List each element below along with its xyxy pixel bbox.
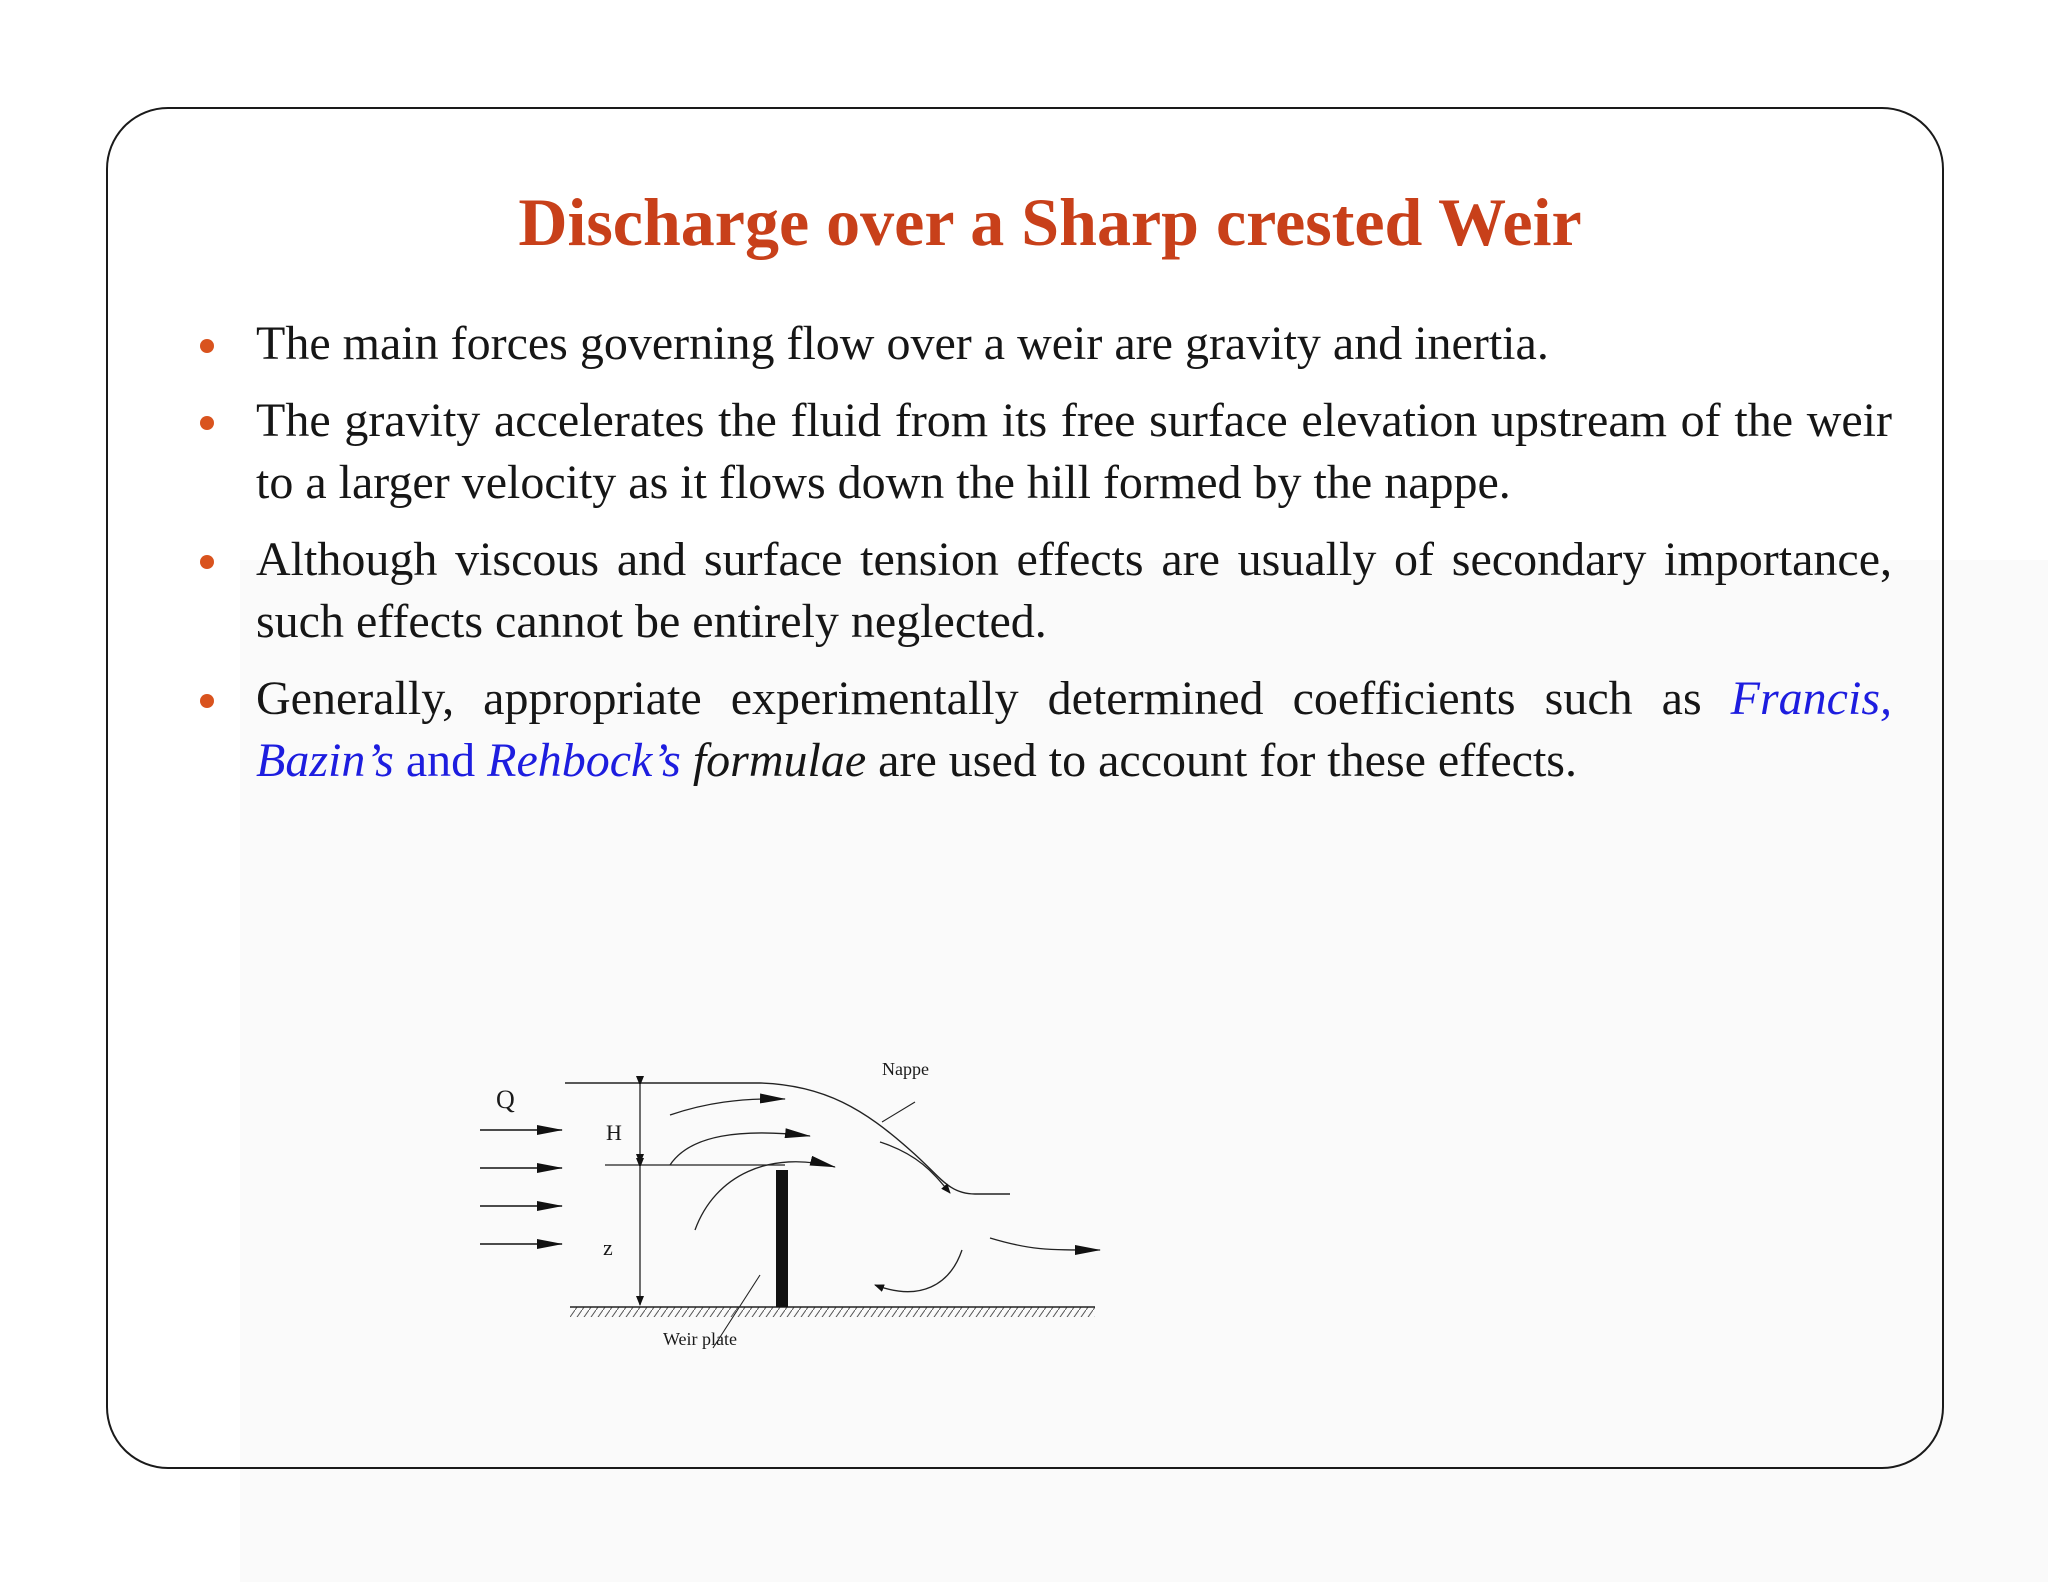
bullet-text-before: Generally, appropriate experimentally determined coefficients such as <box>256 672 1731 725</box>
bullet-text: Although viscous and surface tension effects are usually of secondary importance, such effects cannot be entirely neglected. <box>256 533 1892 648</box>
bullet-item-coefficients <box>200 668 1892 792</box>
label-nappe: Nappe <box>882 1059 929 1079</box>
flow-streamlines <box>670 1099 1100 1292</box>
and-connector: and <box>393 734 488 787</box>
francis-bazin-reference: Francis, Bazin’s <box>256 672 1892 787</box>
label-weir-plate: Weir plate <box>663 1329 738 1349</box>
bullet-item-forces <box>200 313 1892 375</box>
bullet-dot-icon <box>200 339 214 353</box>
label-q: Q <box>496 1085 515 1114</box>
bullet-dot-icon <box>200 694 214 708</box>
approach-flow-arrows <box>480 1130 562 1244</box>
bullet-item-gravity <box>200 390 1892 514</box>
weir-flow-diagram <box>470 1040 1120 1360</box>
label-z: z <box>603 1235 613 1260</box>
bullet-text-after: are used to account for these effects. <box>866 734 1577 787</box>
bullet-text: The gravity accelerates the fluid from its free surface elevation upstream of the weir to a larger velocity as it flows down the hill formed by the nappe. <box>256 394 1892 509</box>
bullet-list <box>200 313 1892 807</box>
bullet-dot-icon <box>200 555 214 569</box>
label-h: H <box>606 1120 622 1145</box>
weir-plate-shape <box>776 1170 788 1307</box>
formulae-text: formulae <box>680 734 867 787</box>
bullet-item-viscous <box>200 529 1892 653</box>
slide-title: Discharge over a Sharp crested Weir <box>518 184 1582 260</box>
channel-bed <box>570 1307 1095 1317</box>
rehbock-reference: Rehbock’s <box>487 734 681 787</box>
bullet-dot-icon <box>200 416 214 430</box>
bullet-text: The main forces governing flow over a weir are gravity and inertia. <box>256 317 1549 370</box>
